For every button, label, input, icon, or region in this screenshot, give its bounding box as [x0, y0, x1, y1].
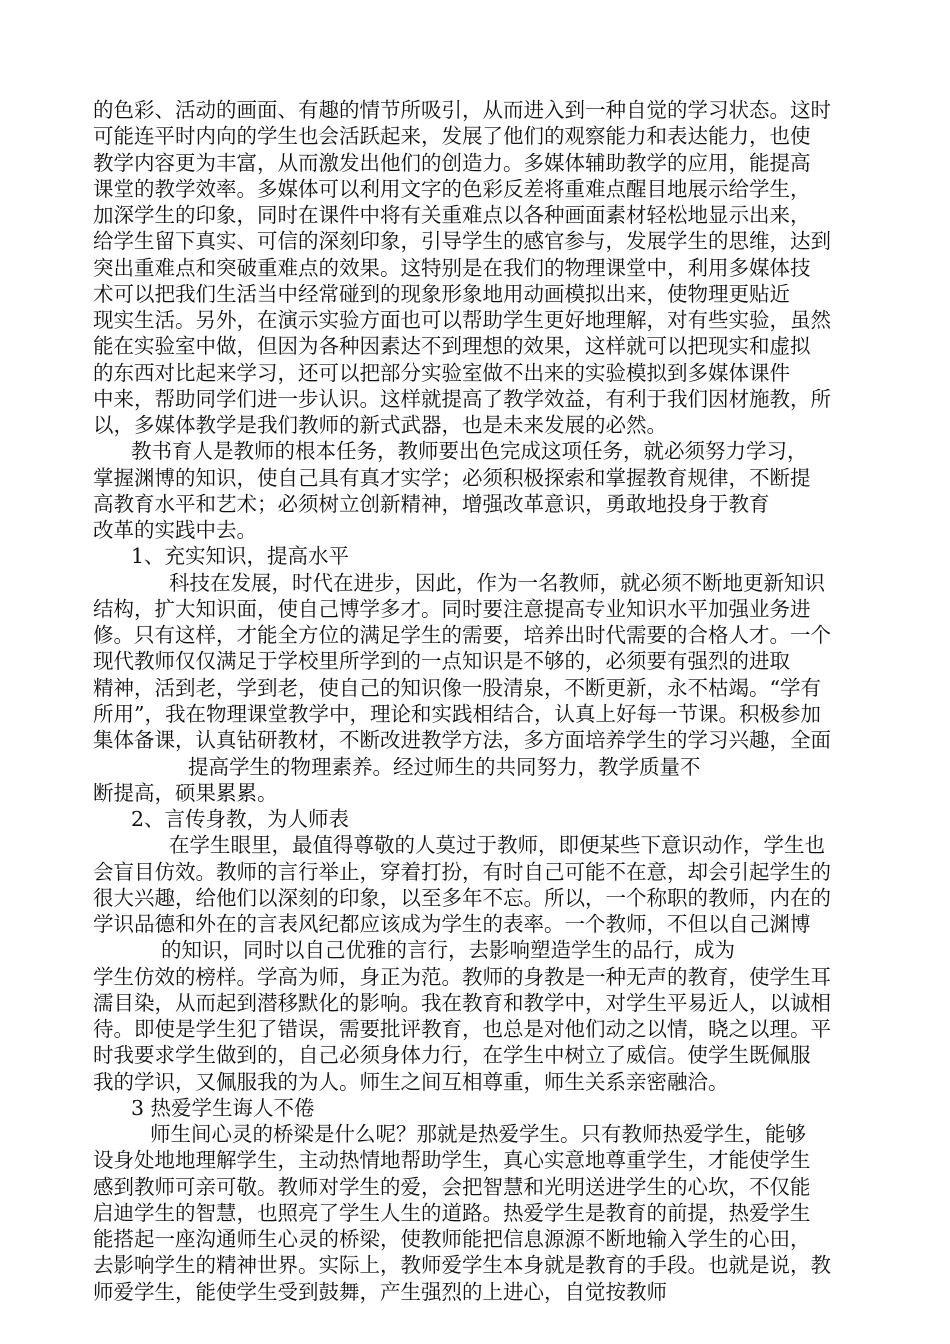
text-line: 会盲目仿效。教师的言行举止，穿着打扮，有时自己可能不在意，却会引起学生的 — [93, 860, 831, 884]
text-line: 精神，活到老，学到老，使自己的知识像一股清泉，不断更新，永不枯竭。“学有 — [93, 676, 821, 700]
text-line: 能在实验室中做，但因为各种因素达不到理想的效果，这样就可以把现实和虚拟 — [93, 334, 811, 358]
text-line: 我的学识，又佩服我的为人。师生之间互相尊重，师生关系亲密融洽。 — [93, 1070, 729, 1094]
text-line: 以，多媒体教学是我们教师的新式武器，也是未来发展的必然。 — [93, 413, 667, 437]
text-line: 的知识，同时以自己优雅的言行，去影响塑造学生的品行，成为 — [161, 938, 735, 962]
text-line: 断提高，硕果累累。 — [93, 781, 278, 805]
text-line: 现实生活。另外，在演示实验方面也可以帮助学生更好地理解，对有些实验，虽然 — [93, 308, 831, 332]
text-line: 学识品德和外在的言表风纪都应该成为学生的表率。一个教师，不但以自己渊博 — [93, 912, 811, 936]
text-line: 给学生留下真实、可信的深刻印象，引导学生的感官参与，发展学生的思维，达到 — [93, 229, 831, 253]
text-line: 结构，扩大知识面，使自己博学多才。同时要注意提高专业知识水平加强业务进 — [93, 597, 811, 621]
text-line: 在学生眼里，最值得尊敬的人莫过于教师，即便某些下意识动作，学生也 — [169, 833, 825, 857]
text-line: 师爱学生，能使学生受到鼓舞，产生强烈的上进心，自觉按教师 — [93, 1280, 667, 1304]
text-line: 修。只有这样，才能全方位的满足学生的需要，培养出时代需要的合格人才。一个 — [93, 623, 831, 647]
text-line: 启迪学生的智慧，也照亮了学生人生的道路。热爱学生是教育的前提，热爱学生 — [93, 1201, 811, 1225]
text-line: 学生仿效的榜样。学高为师，身正为范。教师的身教是一种无声的教育，使学生耳 — [93, 965, 831, 989]
text-line: 的东西对比起来学习，还可以把部分实验室做不出来的实验模拟到多媒体课件 — [93, 361, 790, 385]
text-line: 教学内容更为丰富，从而激发出他们的创造力。多媒体辅助教学的应用，能提高 — [93, 151, 811, 175]
section-heading: 3 热爱学生诲人不倦 — [131, 1096, 315, 1120]
text-line: 科技在发展，时代在进步，因此，作为一名教师，就必须不断地更新知识 — [169, 571, 825, 595]
text-line: 教书育人是教师的根本任务，教师要出色完成这项任务，就必须努力学习， — [131, 439, 808, 463]
text-line: 能搭起一座沟通师生心灵的桥梁，使教师能把信息源源不断地输入学生的心田， — [93, 1227, 811, 1251]
text-line: 时我要求学生做到的，自己必须身体力行，在学生中树立了威信。使学生既佩服 — [93, 1043, 811, 1067]
text-line: 中来，帮助同学们进一步认识。这样就提高了教学效益，有利于我们因材施教，所 — [93, 387, 831, 411]
text-line: 可能连平时内向的学生也会活跃起来，发展了他们的观察能力和表达能力，也使 — [93, 124, 811, 148]
text-line: 濡目染，从而起到潜移默化的影响。我在教育和教学中，对学生平易近人，以诚相 — [93, 991, 831, 1015]
text-line: 提高学生的物理素养。经过师生的共同努力，教学质量不 — [188, 755, 701, 779]
text-line: 师生间心灵的桥梁是什么呢？那就是热爱学生。只有教师热爱学生，能够 — [150, 1122, 806, 1146]
text-line: 的色彩、活动的画面、有趣的情节所吸引，从而进入到一种自觉的学习状态。这时 — [93, 98, 831, 122]
text-line: 改革的实践中去。 — [93, 518, 257, 542]
text-line: 设身处地地理解学生，主动热情地帮助学生，真心实意地尊重学生，才能使学生 — [93, 1148, 811, 1172]
text-line: 高教育水平和艺术；必须树立创新精神，增强改革意识，勇敢地投身于教育 — [93, 492, 770, 516]
text-line: 课堂的教学效率。多媒体可以利用文字的色彩反差将重难点醒目地展示给学生， — [93, 177, 811, 201]
section-heading: 2、言传身教，为人师表 — [131, 807, 350, 831]
text-line: 所用”，我在物理课堂教学中，理论和实践相结合，认真上好每一节课。积极参加 — [93, 702, 821, 726]
text-line: 突出重难点和突破重难点的效果。这特别是在我们的物理课堂中，利用多媒体技 — [93, 256, 811, 280]
text-line: 现代教师仅仅满足于学校里所学到的一点知识是不够的，必须要有强烈的进取 — [93, 649, 790, 673]
text-line: 集体备课，认真钻研教材，不断改进教学方法，多方面培养学生的学习兴趣，全面 — [93, 728, 831, 752]
text-line: 加深学生的印象，同时在课件中将有关重难点以各种画面素材轻松地显示出来， — [93, 203, 811, 227]
text-line: 去影响学生的精神世界。实际上，教师爱学生本身就是教育的手段。也就是说，教 — [93, 1253, 831, 1277]
section-heading: 1、充实知识，提高水平 — [131, 544, 350, 568]
text-line: 掌握渊博的知识，使自己具有真才实学；必须积极探索和掌握教育规律，不断提 — [93, 466, 811, 490]
text-line: 术可以把我们生活当中经常碰到的现象形象地用动画模拟出来，使物理更贴近 — [93, 282, 790, 306]
text-line: 很大兴趣，给他们以深刻的印象，以至多年不忘。所以，一个称职的教师，内在的 — [93, 886, 831, 910]
text-line: 感到教师可亲可敬。教师对学生的爱，会把智慧和光明送进学生的心坎，不仅能 — [93, 1175, 811, 1199]
text-line: 待。即使是学生犯了错误，需要批评教育，也总是对他们动之以情，晓之以理。平 — [93, 1017, 831, 1041]
